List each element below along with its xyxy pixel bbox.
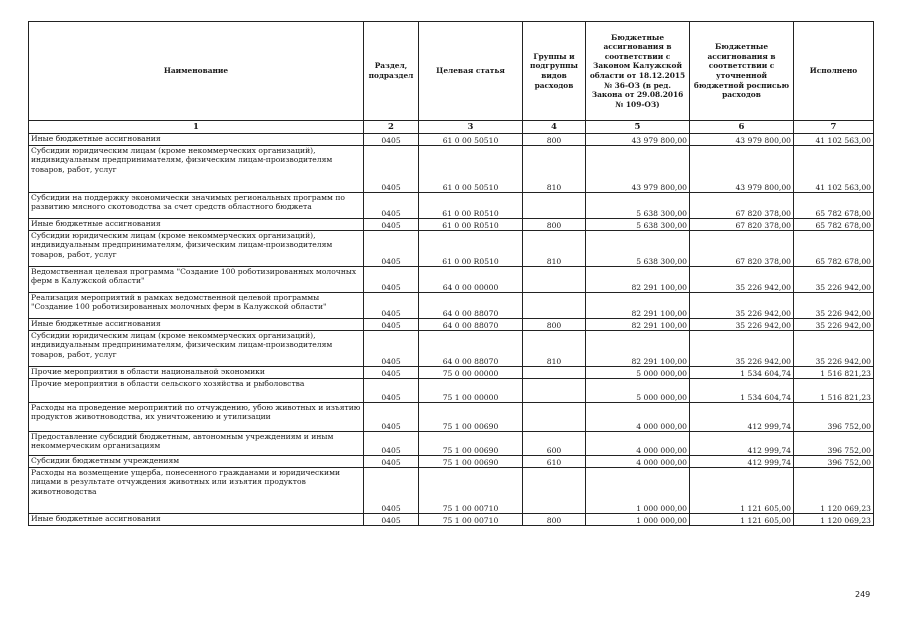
row-executed: 1 516 821,23 [794,379,874,403]
row-executed: 65 782 678,00 [794,219,874,231]
row-group [523,193,586,219]
table-row [29,456,874,468]
row-group: 600 [523,432,586,456]
row-name: Субсидии бюджетным учреждениям [29,456,364,468]
column-number: 5 [586,121,690,134]
row-article: 75 1 00 00690 [419,432,523,456]
table-row [29,367,874,379]
row-assigned-refined: 35 226 942,00 [690,331,794,367]
table-row [29,432,874,456]
row-executed: 1 120 069,23 [794,514,874,526]
row-assigned-law: 82 291 100,00 [586,319,690,331]
table-row [29,331,874,367]
row-executed: 396 752,00 [794,403,874,432]
row-article: 75 1 00 00690 [419,403,523,432]
row-article: 75 1 00 00710 [419,468,523,514]
row-assigned-law: 4 000 000,00 [586,456,690,468]
row-section: 0405 [364,146,419,193]
row-group: 800 [523,134,586,146]
row-name: Реализация мероприятий в рамках ведомственной целевой программы "Создание 100 роботизированных молочных ферм в Калужской области" [29,293,364,319]
row-executed: 396 752,00 [794,432,874,456]
header-assigned-law: Бюджетные ассигнования в соответствии с Законом Калужской области от 18.12.2015 № 36-ОЗ (в ред. Закона от 29.08.2016 № 109-ОЗ) [586,22,690,121]
row-assigned-law: 1 000 000,00 [586,514,690,526]
row-group [523,403,586,432]
row-name: Субсидии юридическим лицам (кроме некоммерческих организаций), индивидуальным предпринимателям, физическим лицам-производителям товаров, работ, услуг [29,331,364,367]
row-assigned-law: 5 638 300,00 [586,193,690,219]
row-name: Иные бюджетные ассигнования [29,219,364,231]
row-executed: 41 102 563,00 [794,134,874,146]
row-section: 0405 [364,468,419,514]
row-executed: 35 226 942,00 [794,319,874,331]
row-name: Иные бюджетные ассигнования [29,134,364,146]
table-body [29,134,874,526]
row-section: 0405 [364,514,419,526]
row-name: Субсидии юридическим лицам (кроме некоммерческих организаций), индивидуальным предпринимателям, физическим лицам-производителям товаров, работ, услуг [29,146,364,193]
header-section: Раздел, подраздел [364,22,419,121]
row-name: Предоставление субсидий бюджетным, автономным учреждениям и иным некоммерческим организациям [29,432,364,456]
row-assigned-refined: 1 534 604,74 [690,367,794,379]
row-assigned-refined: 412 999,74 [690,456,794,468]
row-assigned-law: 82 291 100,00 [586,293,690,319]
row-group: 800 [523,219,586,231]
header-name: Наименование [29,22,364,121]
table-row [29,193,874,219]
column-number: 4 [523,121,586,134]
table-row [29,267,874,293]
row-group: 810 [523,146,586,193]
row-group [523,293,586,319]
row-article: 64 0 00 88070 [419,319,523,331]
table-row [29,468,874,514]
row-name: Иные бюджетные ассигнования [29,319,364,331]
row-assigned-refined: 412 999,74 [690,403,794,432]
row-article: 75 1 00 00000 [419,379,523,403]
row-name: Прочие мероприятия в области национальной экономики [29,367,364,379]
table-row [29,134,874,146]
row-group [523,267,586,293]
row-section: 0405 [364,456,419,468]
page-number: 249 [855,590,871,599]
row-section: 0405 [364,403,419,432]
row-section: 0405 [364,267,419,293]
row-executed: 35 226 942,00 [794,331,874,367]
row-executed: 41 102 563,00 [794,146,874,193]
row-assigned-refined: 43 979 800,00 [690,146,794,193]
row-section: 0405 [364,231,419,267]
column-number: 2 [364,121,419,134]
row-name: Субсидии на поддержку экономически значимых региональных программ по развитию мясного скотоводства за счет средств областного бюджета [29,193,364,219]
row-name: Субсидии юридическим лицам (кроме некоммерческих организаций), индивидуальным предпринимателям, физическим лицам-производителям товаров, работ, услуг [29,231,364,267]
header-row [29,22,874,121]
row-assigned-refined: 35 226 942,00 [690,319,794,331]
row-assigned-law: 43 979 800,00 [586,146,690,193]
row-group [523,367,586,379]
row-assigned-law: 5 638 300,00 [586,231,690,267]
budget-table [28,21,874,526]
row-article: 61 0 00 50510 [419,146,523,193]
row-assigned-law: 5 000 000,00 [586,379,690,403]
row-name: Прочие мероприятия в области сельского хозяйства и рыболовства [29,379,364,403]
column-number: 3 [419,121,523,134]
row-executed: 1 516 821,23 [794,367,874,379]
row-assigned-law: 5 638 300,00 [586,219,690,231]
row-name: Иные бюджетные ассигнования [29,514,364,526]
header-assigned-refined: Бюджетные ассигнования в соответствии с уточненной бюджетной росписью расходов [690,22,794,121]
row-assigned-law: 82 291 100,00 [586,267,690,293]
column-number: 6 [690,121,794,134]
table-row [29,146,874,193]
row-article: 64 0 00 00000 [419,267,523,293]
column-number-row [29,121,874,134]
row-assigned-refined: 1 534 604,74 [690,379,794,403]
row-article: 61 0 00 R0510 [419,219,523,231]
row-assigned-refined: 67 820 378,00 [690,193,794,219]
row-section: 0405 [364,319,419,331]
row-article: 61 0 00 R0510 [419,231,523,267]
row-name: Расходы на проведение мероприятий по отчуждению, убою животных и изъятию продуктов животноводства, их уничтожению и утилизации [29,403,364,432]
row-section: 0405 [364,331,419,367]
row-group [523,379,586,403]
row-section: 0405 [364,293,419,319]
row-assigned-law: 5 000 000,00 [586,367,690,379]
header-article: Целевая статья [419,22,523,121]
row-assigned-refined: 67 820 378,00 [690,219,794,231]
table-row [29,319,874,331]
row-group: 800 [523,319,586,331]
row-group: 610 [523,456,586,468]
row-executed: 396 752,00 [794,456,874,468]
row-executed: 65 782 678,00 [794,193,874,219]
row-group: 800 [523,514,586,526]
row-article: 64 0 00 88070 [419,293,523,319]
row-section: 0405 [364,432,419,456]
row-article: 75 1 00 00690 [419,456,523,468]
row-article: 75 1 00 00710 [419,514,523,526]
row-article: 61 0 00 50510 [419,134,523,146]
row-assigned-law: 4 000 000,00 [586,403,690,432]
row-executed: 1 120 069,23 [794,468,874,514]
row-section: 0405 [364,134,419,146]
table-row [29,293,874,319]
table-row [29,231,874,267]
row-assigned-law: 1 000 000,00 [586,468,690,514]
row-name: Расходы на возмещение ущерба, понесенного гражданами и юридическими лицами в результате отчуждения животных или изъятия продуктов животноводства [29,468,364,514]
row-assigned-refined: 43 979 800,00 [690,134,794,146]
header-executed: Исполнено [794,22,874,121]
row-section: 0405 [364,379,419,403]
row-group: 810 [523,331,586,367]
row-assigned-refined: 67 820 378,00 [690,231,794,267]
column-number: 7 [794,121,874,134]
row-assigned-refined: 1 121 605,00 [690,468,794,514]
row-article: 64 0 00 88070 [419,331,523,367]
row-assigned-refined: 35 226 942,00 [690,267,794,293]
column-number: 1 [29,121,364,134]
row-assigned-law: 43 979 800,00 [586,134,690,146]
row-group [523,468,586,514]
row-assigned-law: 4 000 000,00 [586,432,690,456]
row-article: 61 0 00 R0510 [419,193,523,219]
row-name: Ведомственная целевая программа "Создание 100 роботизированных молочных ферм в Калужской области" [29,267,364,293]
row-assigned-law: 82 291 100,00 [586,331,690,367]
row-assigned-refined: 1 121 605,00 [690,514,794,526]
row-section: 0405 [364,367,419,379]
table-row [29,403,874,432]
row-section: 0405 [364,193,419,219]
table-row [29,379,874,403]
row-executed: 35 226 942,00 [794,293,874,319]
row-group: 810 [523,231,586,267]
row-assigned-refined: 35 226 942,00 [690,293,794,319]
table-row [29,219,874,231]
row-assigned-refined: 412 999,74 [690,432,794,456]
row-article: 75 0 00 00000 [419,367,523,379]
header-group: Группы и подгруппы видов расходов [523,22,586,121]
table-row [29,514,874,526]
row-executed: 35 226 942,00 [794,267,874,293]
row-executed: 65 782 678,00 [794,231,874,267]
row-section: 0405 [364,219,419,231]
